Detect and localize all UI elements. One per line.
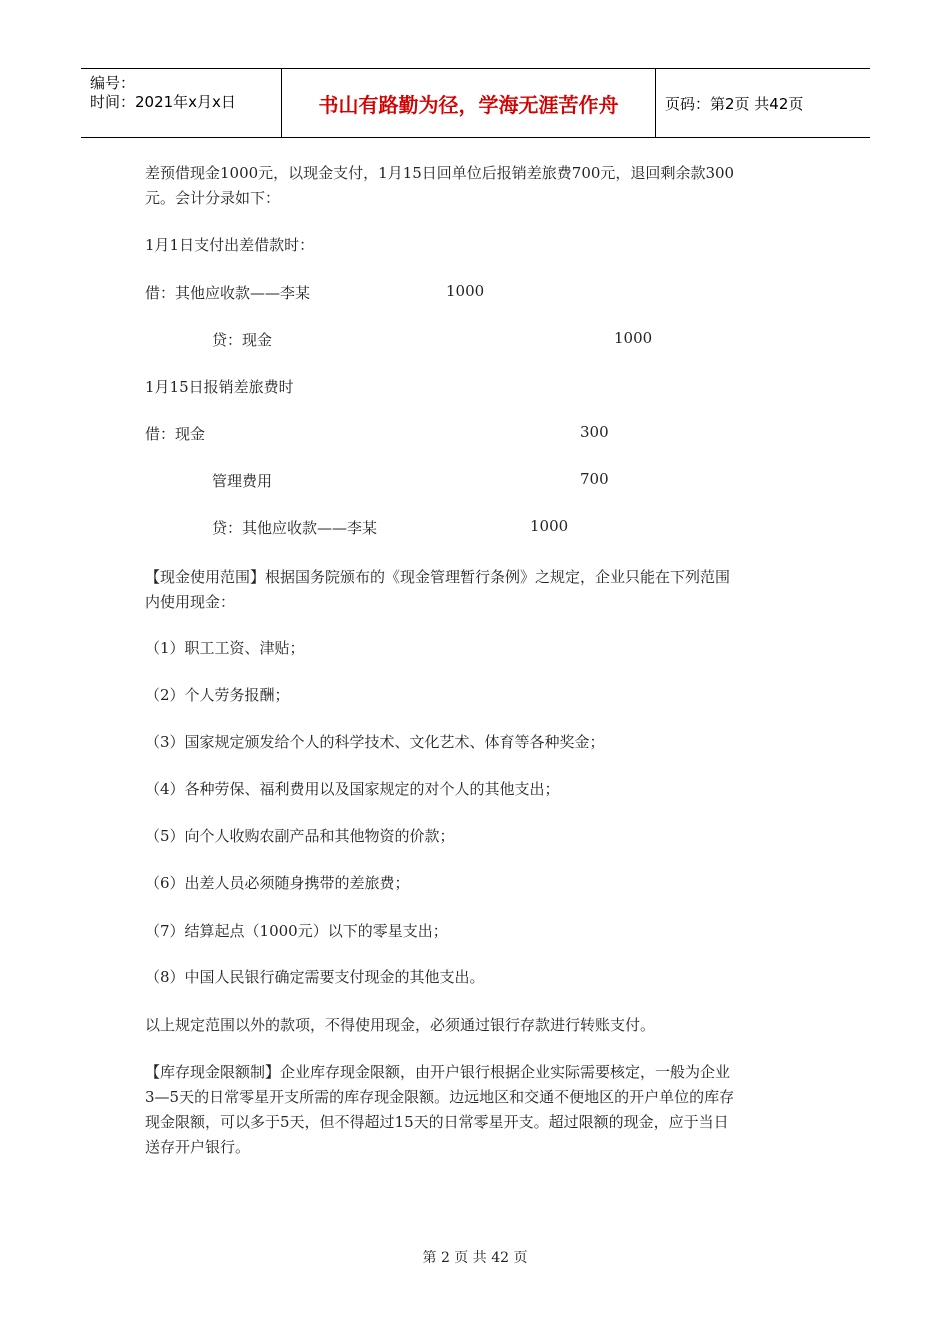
entry1-debit-label: 借：其他应收款——李某 [145, 284, 311, 302]
entry2-debit2-label: 管理费用 [212, 472, 273, 490]
entry2-debit-amount: 300 [580, 423, 609, 441]
entry2-credit-label: 贷：其他应收款——李某 [212, 519, 378, 537]
entry1-credit-label: 贷：现金 [212, 331, 273, 349]
intro-line-1: 差预借现金1000元，以现金支付，1月15日回单位后报销差旅费700元，退回剩余款300 [145, 164, 735, 182]
list-item: （6）出差人员必须随身携带的差旅费； [145, 874, 410, 892]
page-header [81, 68, 870, 138]
document-number-label: 编号： [90, 74, 136, 92]
list-item: （2）个人劳务报酬； [145, 686, 290, 704]
scope-line-2: 内使用现金： [145, 593, 236, 611]
list-item: （3）国家规定颁发给个人的科学技术、文化艺术、体育等各种奖金； [145, 733, 605, 751]
document-time-label: 时间：2021年x月x日 [90, 93, 236, 111]
list-item: （4）各种劳保、福利费用以及国家规定的对个人的其他支出； [145, 780, 560, 798]
limit-line-4: 送存开户银行。 [145, 1138, 251, 1156]
header-motto: 书山有路勤为径，学海无涯苦作舟 [281, 69, 656, 137]
list-item: （1）职工工资、津贴； [145, 639, 305, 657]
jan15-heading: 1月15日报销差旅费时 [145, 378, 294, 396]
entry2-credit-amount: 1000 [530, 517, 569, 535]
list-item: （5）向个人收购农副产品和其他物资的价款； [145, 827, 455, 845]
list-item: （7）结算起点（1000元）以下的零星支出； [145, 922, 448, 940]
header-page-info [655, 69, 870, 137]
scope-line-1: 【现金使用范围】根据国务院颁布的《现金管理暂行条例》之规定，企业只能在下列范围 [145, 568, 731, 586]
header-meta [81, 69, 281, 137]
list-item: （8）中国人民银行确定需要支付现金的其他支出。 [145, 968, 485, 986]
page-footer: 第 2 页 共 42 页 [422, 1250, 528, 1266]
entry2-debit2-amount: 700 [580, 470, 609, 488]
jan1-heading: 1月1日支付出差借款时： [145, 236, 315, 254]
header-page-text: 页码：第2页 共42页 [665, 94, 804, 113]
limit-line-1: 【库存现金限额制】企业库存现金限额，由开户银行根据企业实际需要核定，一般为企业 [145, 1063, 731, 1081]
intro-line-2: 元。会计分录如下： [145, 189, 281, 207]
entry1-credit-amount: 1000 [614, 329, 653, 347]
limit-line-3: 现金限额，可以多于5天，但不得超过15天的日常零星开支。超过限额的现金，应于当日 [145, 1113, 729, 1131]
entry2-debit-label: 借：现金 [145, 425, 206, 443]
entry1-debit-amount: 1000 [446, 282, 485, 300]
limit-line-2: 3—5天的日常零星开支所需的库存现金限额。边远地区和交通不便地区的开户单位的库存 [145, 1088, 735, 1106]
outside-scope-paragraph: 以上规定范围以外的款项，不得使用现金，必须通过银行存款进行转账支付。 [145, 1016, 656, 1034]
